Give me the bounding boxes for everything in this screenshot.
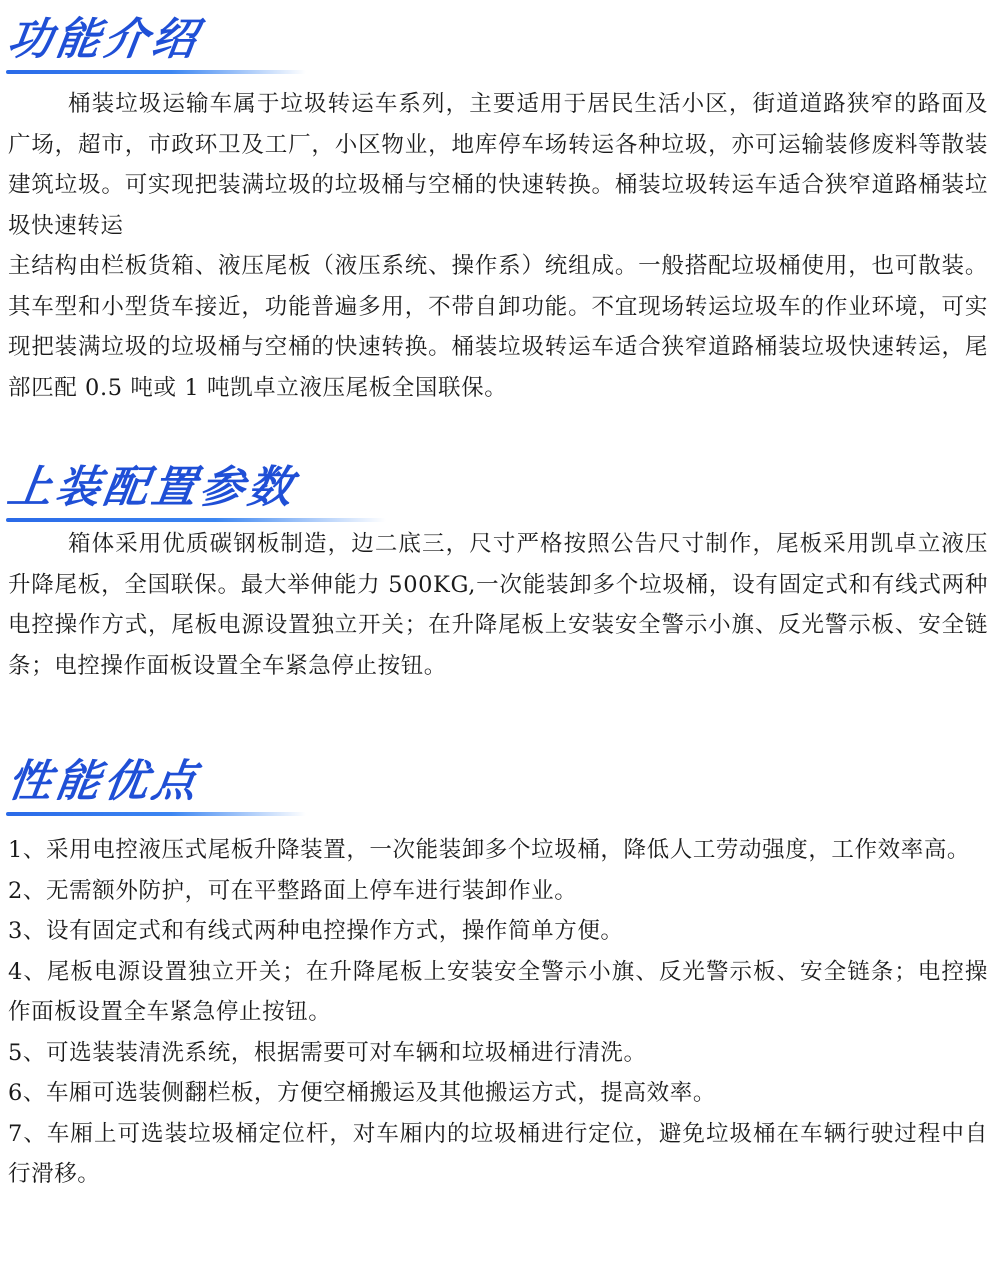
heading-underline xyxy=(6,70,306,74)
heading-underline xyxy=(6,812,306,816)
list-item: 1、采用电控液压式尾板升降装置，一次能装卸多个垃圾桶，降低人工劳动强度，工作效率高。 xyxy=(8,837,971,863)
list-item: 7、车厢上可选装垃圾桶定位杆，对车厢内的垃圾桶进行定位，避免垃圾桶在车辆行驶过程中自行滑移。 xyxy=(8,1120,988,1187)
paragraph-intro-1: 桶装垃圾运输车属于垃圾转运车系列，主要适用于居民生活小区，街道道路狭窄的路面及广场，超市，市政环卫及工厂，小区物业，地库停车场转运各种垃圾，亦可运输装修废料等散装建筑垃圾。可实现把装满垃圾的垃圾桶与空桶的快速转换。桶装垃圾转运车适合狭窄道路桶装垃圾快速转运 xyxy=(8,91,988,239)
section-title-config-params: 上装配置参数 xyxy=(4,462,300,513)
section-title-function-intro: 功能介绍 xyxy=(4,14,204,65)
heading-underline xyxy=(6,518,386,522)
section-heading-wrap xyxy=(0,6,1000,76)
list-item: 4、尾板电源设置独立开关；在升降尾板上安装安全警示小旗、反光警示板、安全链条；电控操作面板设置全车紧急停止按钮。 xyxy=(8,958,988,1025)
advantages-list xyxy=(0,830,1000,1195)
section-heading-wrap xyxy=(0,748,1000,818)
paragraph-intro-2: 主结构由栏板货箱、液压尾板（液压系统、操作系）统组成。一般搭配垃圾桶使用，也可散装。其车型和小型货车接近，功能普遍多用，不带自卸功能。不宜现场转运垃圾车的作业环境，可实现把装满垃圾的垃圾桶与空桶的快速转换。桶装垃圾转运车适合狭窄道路桶装垃圾快速转运，尾部匹配 0.5 吨或 1 吨凯卓立液压尾板全国联保。 xyxy=(8,253,988,401)
list-item: 6、车厢可选装侧翻栏板，方便空桶搬运及其他搬运方式，提高效率。 xyxy=(8,1080,716,1106)
section-heading-wrap xyxy=(0,454,1000,524)
list-item: 2、无需额外防护，可在平整路面上停车进行装卸作业。 xyxy=(8,877,578,904)
paragraph-config-1: 箱体采用优质碳钢板制造，边二底三，尺寸严格按照公告尺寸制作，尾板采用凯卓立液压升降尾板，全国联保。最大举伸能力 500KG,一次能装卸多个垃圾桶，设有固定式和有线式两种电控操作方式，尾板电源设置独立开关；在升降尾板上安装安全警示小旗、反光警示板、安全链条；电控操作面板设置全车紧急停止按钮。 xyxy=(8,531,988,679)
section-config-params xyxy=(0,454,1000,686)
list-item: 3、设有固定式和有线式两种电控操作方式，操作简单方便。 xyxy=(8,918,624,944)
section-title-advantages: 性能优点 xyxy=(4,756,204,807)
section-function-intro xyxy=(0,6,1000,408)
section-advantages xyxy=(0,748,1000,1195)
list-item: 5、可选装装清洗系统，根据需要可对车辆和垃圾桶进行清洗。 xyxy=(8,1039,647,1066)
